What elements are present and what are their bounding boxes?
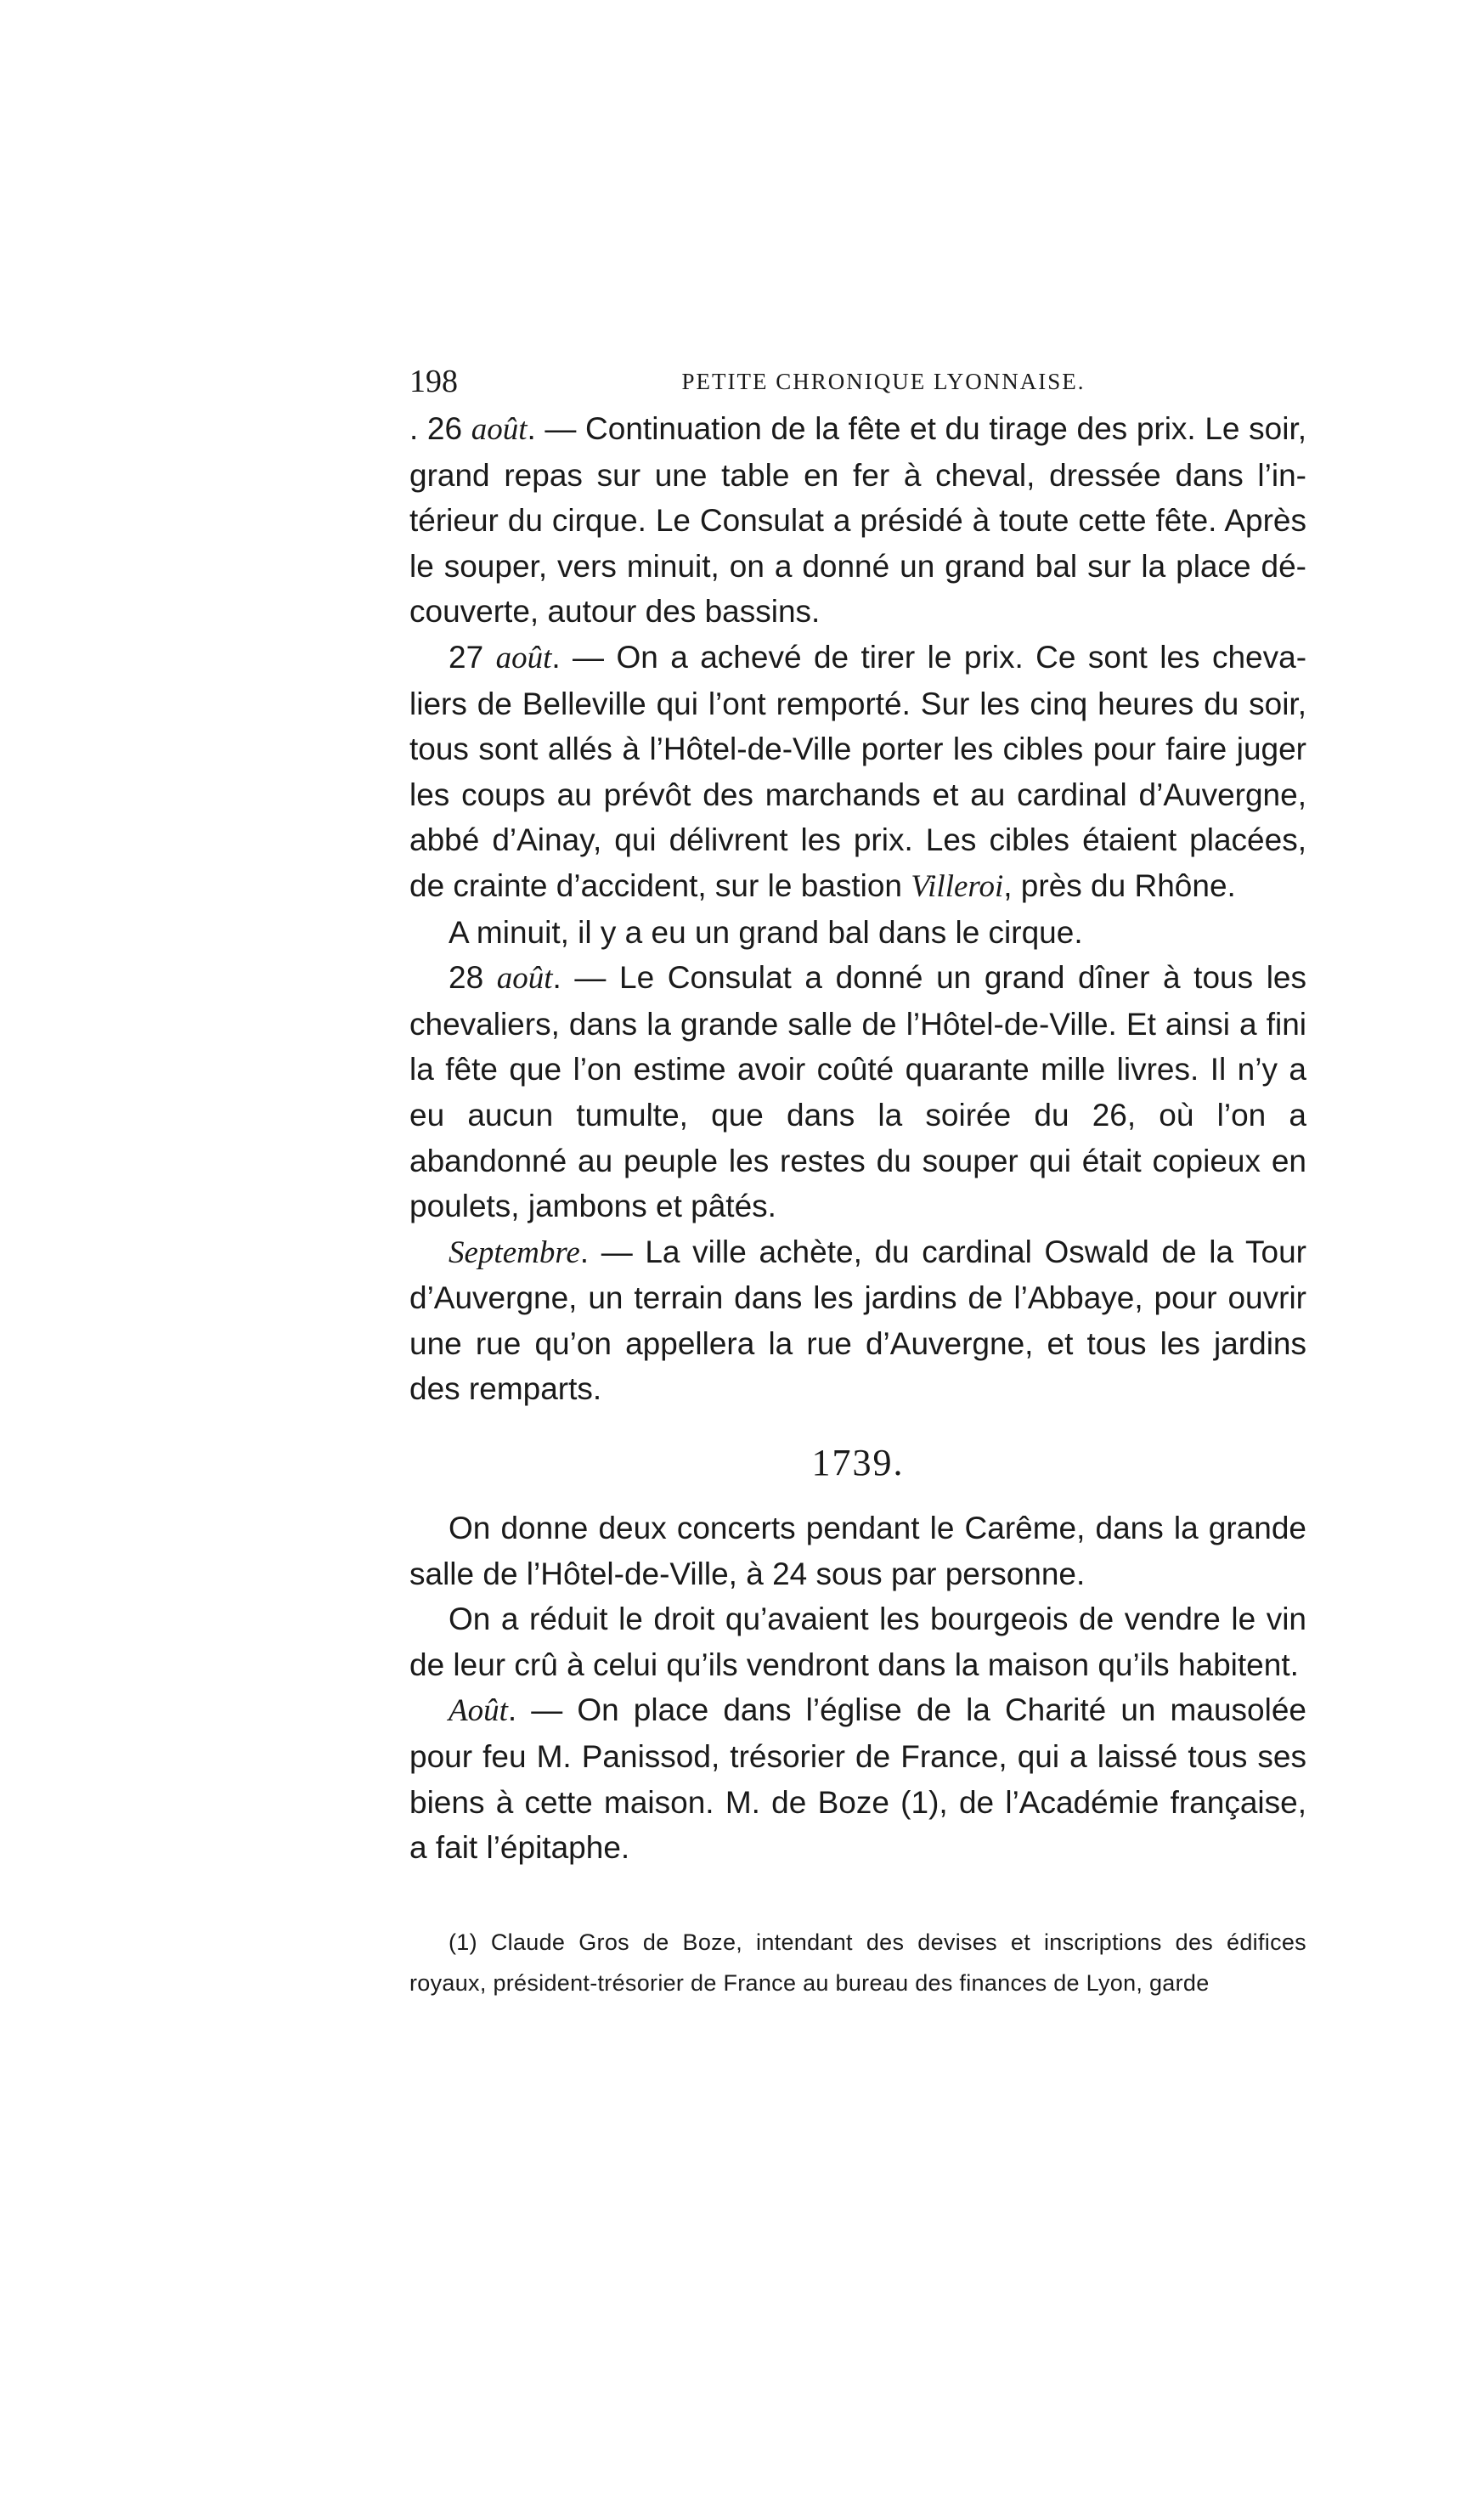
paragraph-text: . — La ville achète, du cardinal Oswald de la Tour d’Auvergne, un terrain dans les jardins de l’Abbaye, pour ouvrir une rue qu’on appellera la rue d’Auvergne, et tous les jardins des remparts. bbox=[409, 1234, 1306, 1407]
paragraph-concerts: On donne deux concerts pendant le Carême, dans la grande salle de l’Hôtel-de-Ville, à 24 sous par personne. bbox=[409, 1511, 1306, 1591]
paragraph-text: . — On a achevé de tirer le prix. Ce sont les chevaliers de Belleville qui l’ont remporté. Sur les cinq heures du soir, tous sont allés à l’Hôtel-de-Ville porter les cibles pour faire juger les coups au prévôt des marchands et au cardinal d’Auvergne, abbé d’Ainay, qui délivrent les prix. Les cibles étaient placées, de crainte d’accident, sur le bastion bbox=[409, 639, 1307, 903]
date-italic: août bbox=[471, 412, 528, 447]
paragraph-septembre bbox=[409, 1229, 1306, 1412]
main-text bbox=[409, 406, 1306, 2003]
paragraph-minuit: A minuit, il y a eu un grand bal dans le cirque. bbox=[449, 914, 1083, 950]
date-italic: Septembre bbox=[449, 1234, 580, 1270]
paragraph-text: . — Le Consulat a donné un grand dîner à tous les chevaliers, dans la grande salle de l’Hôtel-de-Ville. Et ainsi a fini la fête que l’on estime avoir coûté quarante mille livres. Il n’y a eu aucun tumulte, que dans la soirée du 26, où l’on a abandonné au peuple les restes du souper qui était copieux en poulets, jambons et pâtés. bbox=[409, 960, 1306, 1224]
year-heading: 1739. bbox=[811, 1442, 905, 1484]
date-italic: août bbox=[495, 640, 552, 675]
paragraph-lead: . 26 bbox=[409, 411, 471, 446]
paragraph-lead: 27 bbox=[449, 639, 496, 675]
date-italic: Août bbox=[449, 1693, 508, 1729]
running-title: PETITE CHRONIQUE LYONNAISE. bbox=[681, 369, 1086, 394]
page-number: 198 bbox=[409, 364, 458, 399]
paragraph-text: . — Continuation de la fête et du tirage des prix. Le soir, grand repas sur une table en fer à cheval, dressée dans l’intérieur du cirque. Le Consulat a présidé à toute cette fête. Après le souper, vers minuit, on a donné un grand bal sur la place découverte, autour des bassins. bbox=[409, 411, 1307, 630]
paragraph-text: , près du Rhône. bbox=[1003, 867, 1236, 903]
paragraph-text: . — On place dans l’église de la Charité un mausolée pour feu M. Panissod, trésorier de France, qui a laissé tous ses biens à cette maison. M. de Boze (1), de l’Académie française, a fait l’épitaphe. bbox=[409, 1692, 1306, 1866]
paragraph-lead: 28 bbox=[449, 960, 497, 996]
paragraph-27-aout bbox=[409, 635, 1306, 910]
footnote: (1) Claude Gros de Boze, intendant des devises et inscriptions des édifices royaux, président-trésorier de France au bureau des finances de Lyon, garde bbox=[409, 1929, 1306, 1996]
paragraph-aout-1739 bbox=[409, 1687, 1306, 1870]
date-italic: août bbox=[496, 961, 553, 997]
running-head bbox=[409, 360, 1306, 403]
paragraph-droit-vin: On a réduit le droit qu’avaient les bourgeois de vendre le vin de leur crû à celui qu’ils vendront dans la maison qu’ils habitent. bbox=[409, 1602, 1306, 1682]
paragraph-28-aout bbox=[409, 955, 1306, 1229]
place-italic: Villeroi bbox=[911, 868, 1004, 904]
paragraph-26-aout bbox=[409, 406, 1306, 635]
